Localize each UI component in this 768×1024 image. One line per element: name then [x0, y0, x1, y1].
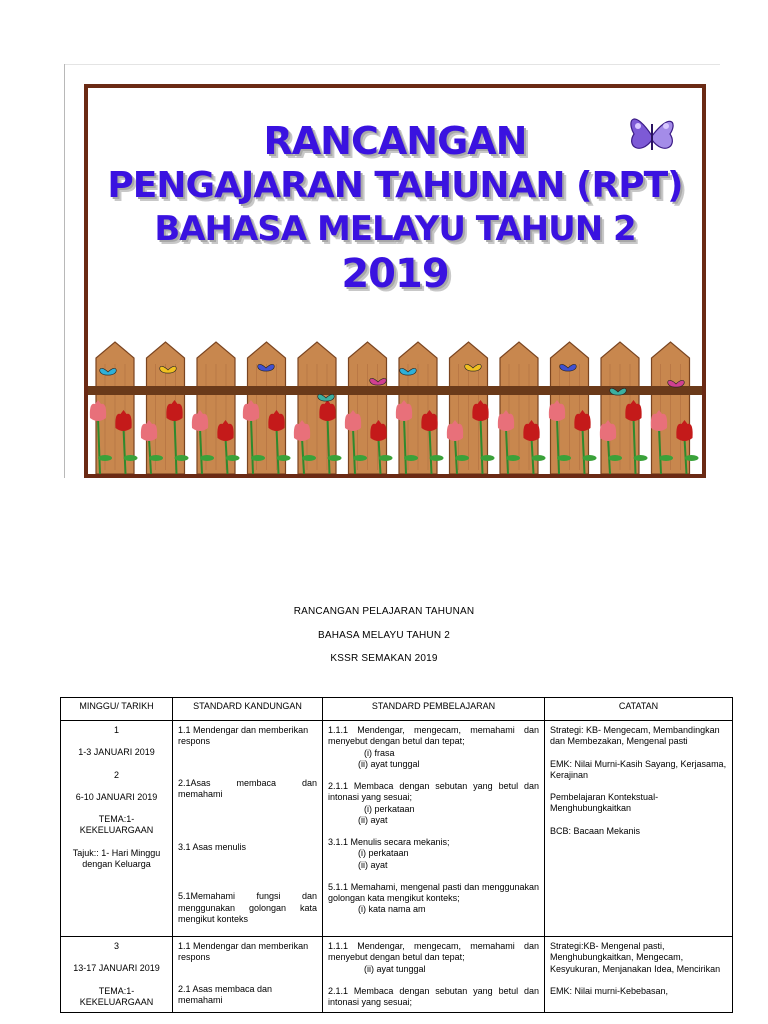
- note-item: Pembelajaran Kontekstual-Menghubungkaitkan: [550, 792, 659, 814]
- doc-heading-title: RANCANGAN PELAJARAN TAHUNAN: [293, 606, 475, 617]
- rpt-table: [60, 697, 733, 1013]
- cover-frame: [84, 84, 706, 478]
- cover-title-line: PENGAJARAN TAHUNAN (RPT): [107, 165, 683, 206]
- learning-subitem: (ii) ayat: [358, 859, 388, 870]
- cell-minggu: [61, 721, 173, 937]
- cell-kandungan: [173, 721, 323, 937]
- learning-subitem: (i) kata nama am: [358, 904, 426, 915]
- week-date: 1-3 JANUARI 2019: [78, 747, 155, 758]
- standard-item: 2.1 Asas membaca dan memahami: [178, 983, 273, 1005]
- cover-title-line: 2019: [341, 251, 449, 297]
- week-number: 3: [113, 941, 119, 951]
- fence-flower-illustration: [88, 340, 702, 474]
- note-item: EMK: Nilai murni-Kebebasan,: [550, 985, 669, 996]
- theme-label: TEMA:1-: [98, 985, 135, 996]
- cover-title-line: RANCANGAN: [263, 119, 527, 163]
- learning-subitem: (i) perkataan: [358, 848, 409, 859]
- table-header-row: [61, 698, 733, 721]
- learning-subitem: (ii) ayat tunggal: [364, 963, 426, 974]
- header-kandungan: STANDARD KANDUNGAN: [173, 698, 323, 721]
- learning-subitem: (i) frasa: [364, 747, 395, 758]
- theme-label: TEMA:1-: [98, 814, 135, 824]
- cell-minggu: [61, 937, 173, 1013]
- standard-item: 3.1 Asas menulis: [178, 842, 247, 852]
- learning-subitem: (i) perkataan: [364, 803, 415, 814]
- standard-item: 1.1 Mendengar dan memberikan respons: [178, 941, 309, 963]
- theme-name: KEKELUARGAAN: [79, 825, 154, 836]
- learning-standard: 1.1.1 Mendengar, mengecam, memahami dan menyebut dengan betul dan tepat;: [328, 725, 539, 747]
- note-item: Strategi: KB- Mengecam, Membandingkan dan Membezakan, Mengenal pasti: [550, 725, 720, 747]
- table-row: [61, 721, 733, 937]
- note-item: BCB: Bacaan Mekanis: [550, 825, 641, 836]
- header-minggu: MINGGU/ TARIKH: [61, 698, 173, 721]
- cell-catatan: [545, 937, 733, 1013]
- week-date: 13-17 JANUARI 2019: [73, 963, 160, 974]
- doc-heading-curriculum: KSSR SEMAKAN 2019: [330, 653, 438, 664]
- week-number: 2: [113, 769, 119, 780]
- topic-name: dengan Keluarga: [82, 858, 151, 869]
- header-pembelajaran: STANDARD PEMBELAJARAN: [323, 698, 545, 721]
- note-item: EMK: Nilai Murni-Kasih Sayang, Kerjasama, Kerajinan: [550, 758, 727, 780]
- standard-item: 1.1 Mendengar dan memberikan respons: [178, 725, 309, 747]
- learning-subitem: (ii) ayat: [358, 814, 388, 825]
- learning-standard: 2.1.1 Membaca dengan sebutan yang betul dan intonasi yang sesuai;: [328, 781, 539, 803]
- learning-standard: 1.1.1 Mendengar, mengecam, memahami dan menyebut dengan betul dan tepat;: [328, 941, 539, 963]
- standard-item: 2.1Asas membaca dan memahami: [178, 777, 317, 799]
- table-row: [61, 937, 733, 1013]
- week-date: 6-10 JANUARI 2019: [75, 791, 158, 802]
- cell-pembelajaran: [323, 937, 545, 1013]
- note-item: Strategi:KB- Mengenal pasti, Menghubungkaitkan, Mengecam, Kesyukuran, Menjanakan Idea, Mencirikan: [550, 941, 721, 974]
- cell-pembelajaran: [323, 721, 545, 937]
- page-left-border: [64, 64, 65, 478]
- cell-catatan: [545, 721, 733, 937]
- week-number: 1: [113, 725, 119, 735]
- page-top-border: [64, 64, 720, 65]
- cover-title-line: BAHASA MELAYU TAHUN 2: [154, 209, 636, 249]
- learning-standard: 3.1.1 Menulis secara mekanis;: [328, 837, 450, 847]
- doc-heading-subject: BAHASA MELAYU TAHUN 2: [317, 630, 451, 641]
- cover-title: [88, 119, 702, 297]
- theme-name: KEKELUARGAAN: [79, 996, 154, 1007]
- learning-standard: 2.1.1 Membaca dengan sebutan yang betul dan intonasi yang sesuai;: [328, 985, 539, 1007]
- learning-standard: 5.1.1 Memahami, mengenal pasti dan menggunakan golongan kata mengikut konteks;: [328, 881, 539, 903]
- learning-subitem: (ii) ayat tunggal: [358, 758, 420, 769]
- standard-item: 5.1Memahami fungsi dan menggunakan golongan kata mengikut konteks: [178, 891, 317, 924]
- cell-kandungan: [173, 937, 323, 1013]
- header-catatan: CATATAN: [545, 698, 733, 721]
- topic-label: Tajuk:: 1- Hari Minggu: [72, 847, 161, 858]
